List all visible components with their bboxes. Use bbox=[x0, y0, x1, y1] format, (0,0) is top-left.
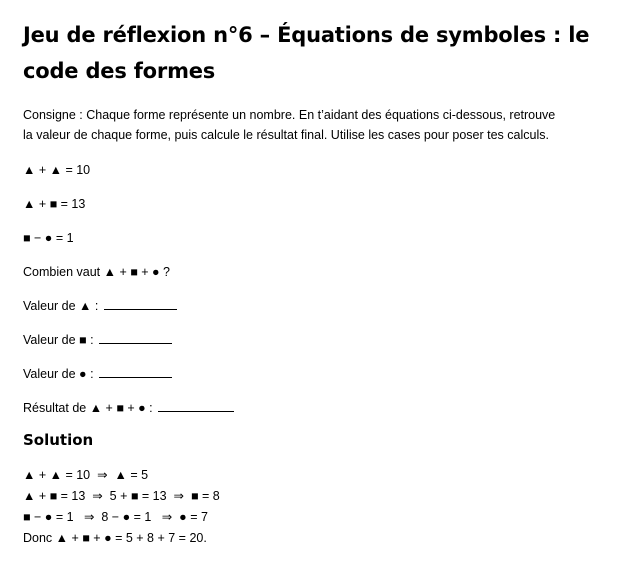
solution-body bbox=[23, 465, 618, 549]
solution-line-1: ▲ + ▲ = 10 ⇒ ▲ = 5 bbox=[23, 468, 149, 482]
answer-square-label: Valeur de ■ : bbox=[23, 333, 94, 347]
equation-2: ▲ + ■ = 13 bbox=[23, 197, 86, 211]
title-line-2: code des formes bbox=[23, 59, 216, 83]
solution-heading: Solution bbox=[23, 431, 94, 449]
answer-circle-label: Valeur de ● : bbox=[23, 367, 94, 381]
answer-triangle bbox=[23, 297, 618, 315]
solution-line-4: Donc ▲ + ■ + ● = 5 + 8 + 7 = 20. bbox=[23, 531, 207, 545]
answer-circle bbox=[23, 365, 618, 383]
answer-triangle-label: Valeur de ▲ : bbox=[23, 299, 99, 313]
answer-circle-blank[interactable] bbox=[99, 365, 172, 378]
equation-1: ▲ + ▲ = 10 bbox=[23, 163, 91, 177]
answer-result-blank[interactable] bbox=[158, 399, 234, 412]
solution-line-2: ▲ + ■ = 13 ⇒ 5 + ■ = 13 ⇒ ■ = 8 bbox=[23, 489, 220, 503]
answer-result-label: Résultat de ▲ + ■ + ● : bbox=[23, 401, 153, 415]
worksheet-page bbox=[23, 0, 618, 549]
answer-result bbox=[23, 399, 618, 417]
instructions bbox=[23, 105, 618, 145]
solution-line-3: ■ − ● = 1 ⇒ 8 − ● = 1 ⇒ ● = 7 bbox=[23, 510, 208, 524]
question: Combien vaut ▲ + ■ + ● ? bbox=[23, 265, 170, 279]
page-title bbox=[23, 0, 618, 89]
answer-triangle-blank[interactable] bbox=[104, 297, 177, 310]
answer-square bbox=[23, 331, 618, 349]
title-line-1: Jeu de réflexion n°6 – Équations de symboles : le bbox=[23, 23, 590, 47]
instructions-line-2: la valeur de chaque forme, puis calcule le résultat final. Utilise les cases pour poser tes calculs. bbox=[23, 128, 549, 142]
answer-square-blank[interactable] bbox=[99, 331, 172, 344]
equation-3: ■ − ● = 1 bbox=[23, 231, 74, 245]
instructions-line-1: Consigne : Chaque forme représente un nombre. En t’aidant des équations ci-dessous, retrouve bbox=[23, 108, 556, 122]
